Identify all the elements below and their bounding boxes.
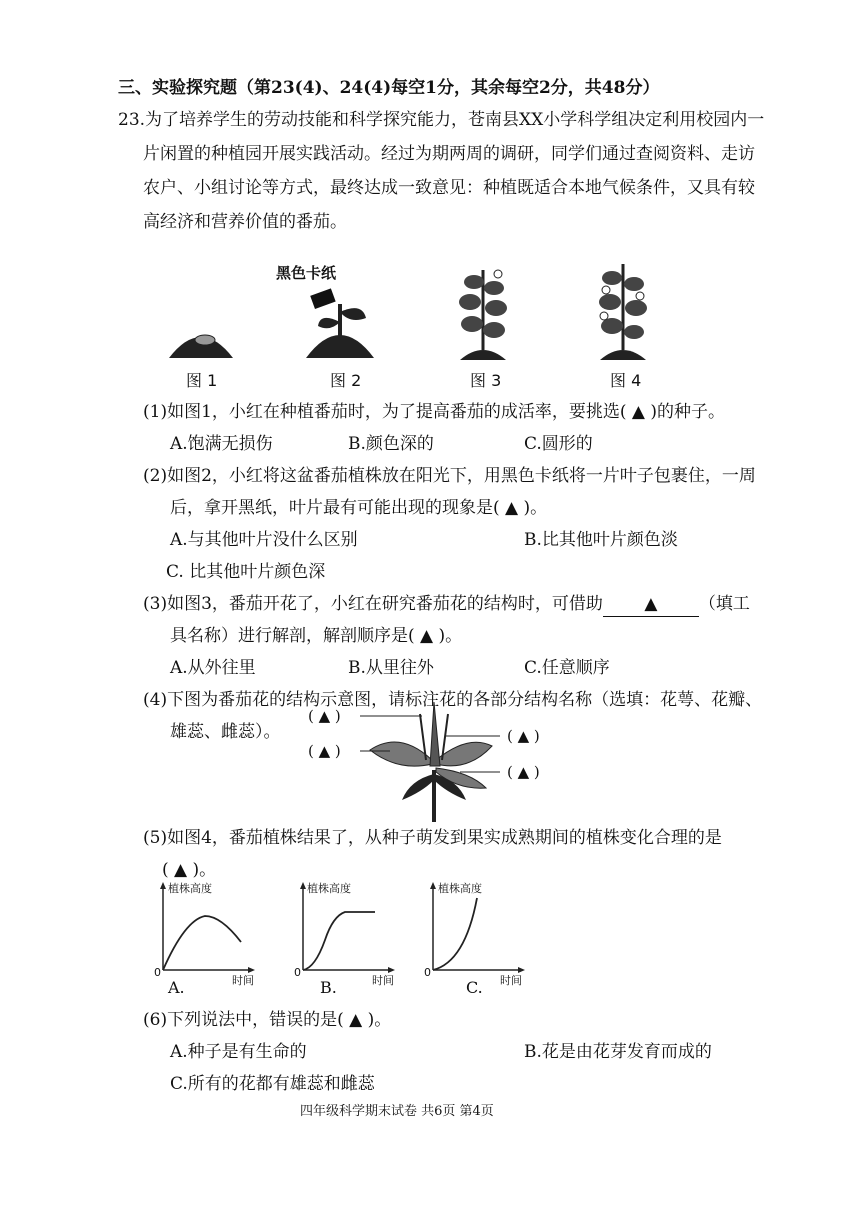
graph-a-origin: 0 <box>154 966 161 979</box>
q23-3-stem-line-1 <box>143 592 750 617</box>
q23-6-stem: (6)下列说法中，错误的是( ▲ )。 <box>143 1010 392 1030</box>
graph-b-xlabel: 时间 <box>372 974 394 987</box>
q23-1-option-b[interactable]: B.颜色深的 <box>348 434 434 454</box>
q23-intro-line-1: 23.为了培养学生的劳动技能和科学探究能力，苍南县XX小学科学组决定利用校园内一 <box>118 110 765 130</box>
graph-a-caption[interactable]: A. <box>168 978 185 997</box>
figure-2-caption: 图 2 <box>330 371 362 390</box>
graph-c-ylabel: 植株高度 <box>438 882 482 895</box>
q23-intro-line-2: 片闲置的种植园开展实践活动。经过为期两周的调研，同学们通过查阅资料、走访 <box>143 144 755 164</box>
q23-6-option-c[interactable]: C.所有的花都有雄蕊和雌蕊 <box>170 1074 375 1094</box>
graph-c-caption[interactable]: C. <box>466 978 483 997</box>
graph-a-ylabel: 植株高度 <box>168 882 212 895</box>
graph-c-xlabel: 时间 <box>500 974 522 987</box>
q23-3-blank[interactable]: ▲ <box>603 592 699 617</box>
figure-4-caption: 图 4 <box>610 371 642 390</box>
q23-6-option-b[interactable]: B.花是由花芽发育而成的 <box>524 1042 712 1062</box>
q23-3-stem-pre: (3)如图3，番茄开花了，小红在研究番茄花的结构时，可借助 <box>143 594 603 614</box>
q23-5-stem-line-2: ( ▲ )。 <box>162 860 217 880</box>
figure-4-fruiting-plant-illustration <box>592 258 654 362</box>
q23-2-stem-line-2: 后，拿开黑纸，叶片最有可能出现的现象是( ▲ )。 <box>170 498 548 518</box>
q23-2-option-b[interactable]: B.比其他叶片颜色淡 <box>524 530 678 550</box>
q23-1-stem: (1)如图1，小红在种植番茄时，为了提高番茄的成活率，要挑选( ▲ )的种子。 <box>143 402 726 422</box>
figure-3-flowering-plant-illustration <box>452 262 514 362</box>
graph-b-ylabel: 植株高度 <box>307 882 351 895</box>
q23-3-option-b[interactable]: B.从里往外 <box>348 658 434 678</box>
figure-3-caption: 图 3 <box>470 371 502 390</box>
q23-4-stem-line-1: (4)下图为番茄花的结构示意图，请标注花的各部分结构名称（选填：花萼、花瓣、 <box>143 690 763 710</box>
flower-label-3[interactable]: ( ▲ ) <box>507 727 540 745</box>
q23-3-option-c[interactable]: C.任意顺序 <box>524 658 610 678</box>
flower-label-4[interactable]: ( ▲ ) <box>507 763 540 781</box>
q23-6-option-a[interactable]: A.种子是有生命的 <box>170 1042 307 1062</box>
q23-2-option-a[interactable]: A.与其他叶片没什么区别 <box>170 530 358 550</box>
page-footer: 四年级科学期末试卷 共6页 第4页 <box>300 1104 494 1119</box>
graph-b-caption[interactable]: B. <box>320 978 337 997</box>
graph-a-xlabel: 时间 <box>232 974 254 987</box>
figure-1-seed-illustration <box>165 318 237 360</box>
graph-b-origin: 0 <box>294 966 301 979</box>
q23-1-option-c[interactable]: C.圆形的 <box>524 434 593 454</box>
flower-label-1[interactable]: ( ▲ ) <box>308 707 341 725</box>
flower-label-2[interactable]: ( ▲ ) <box>308 742 341 760</box>
figure-1-caption: 图 1 <box>186 371 218 390</box>
q23-4-stem-line-2: 雄蕊、雌蕊）。 <box>170 722 281 742</box>
q23-1-option-a[interactable]: A.饱满无损伤 <box>170 434 273 454</box>
figure-2-seedling-illustration <box>300 282 380 360</box>
flower-structure-diagram <box>350 700 510 822</box>
q23-3-option-a[interactable]: A.从外往里 <box>170 658 256 678</box>
section-header: 三、实验探究题（第23(4)、24(4)每空1分，其余每空2分，共48分） <box>118 78 660 98</box>
q23-5-stem-line-1: (5)如图4，番茄植株结果了，从种子萌发到果实成熟期间的植株变化合理的是 <box>143 828 722 848</box>
graph-c-origin: 0 <box>424 966 431 979</box>
q23-3-stem-post: （填工 <box>698 594 750 614</box>
q23-intro-line-4: 高经济和营养价值的番茄。 <box>143 212 347 232</box>
q23-2-stem-line-1: (2)如图2，小红将这盆番茄植株放在阳光下，用黑色卡纸将一片叶子包裹住，一周 <box>143 466 756 486</box>
q23-2-option-c[interactable]: C. 比其他叶片颜色深 <box>166 562 326 582</box>
figure-2-card-label: 黑色卡纸 <box>276 264 337 282</box>
q23-intro-line-3: 农户、小组讨论等方式，最终达成一致意见：种植既适合本地气候条件，又具有较 <box>143 178 755 198</box>
q23-3-stem-line-2: 具名称）进行解剖，解剖顺序是( ▲ )。 <box>170 626 463 646</box>
